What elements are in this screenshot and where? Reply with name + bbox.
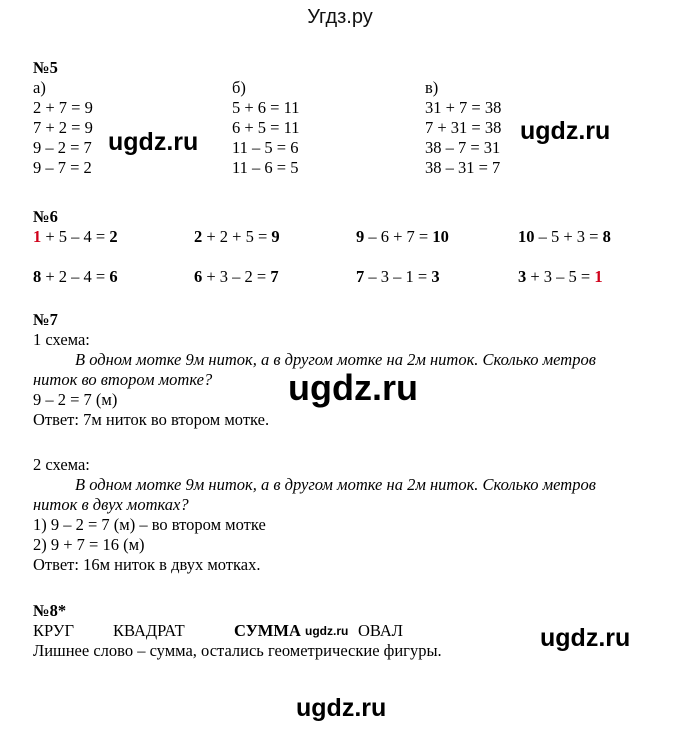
task5-col-a-label: а)	[33, 78, 46, 97]
task8-word: ОВАЛ	[358, 621, 403, 640]
task7-heading: №7	[33, 310, 58, 329]
task6-expr: 10 – 5 + 3 = 8	[518, 227, 611, 246]
task6-expr: 8 + 2 – 4 = 6	[33, 267, 118, 286]
task7-scheme1-label: 1 схема:	[33, 330, 90, 349]
task7-scheme2-label: 2 схема:	[33, 455, 90, 474]
task5-col-b-line: 6 + 5 = 11	[232, 118, 300, 137]
task7-scheme1-problem: В одном мотке 9м ниток, а в другом мотке на 2м ниток. Сколько метров	[75, 350, 596, 369]
task5-col-a-line: 9 – 7 = 2	[33, 158, 92, 177]
watermark: ugdz.ru	[305, 624, 349, 638]
task7-scheme2-answer: Ответ: 16м ниток в двух мотках.	[33, 555, 261, 574]
task7-scheme2-step: 2) 9 + 7 = 16 (м)	[33, 535, 145, 554]
task5-col-b-line: 11 – 5 = 6	[232, 138, 299, 157]
watermark: ugdz.ru	[108, 128, 199, 156]
task8-word: КВАДРАТ	[113, 621, 185, 640]
task5-col-c-line: 38 – 31 = 7	[425, 158, 501, 177]
task5-col-b-line: 5 + 6 = 11	[232, 98, 300, 117]
task7-scheme2-problem: ниток в двух мотках?	[33, 495, 189, 514]
watermark: ugdz.ru	[520, 117, 611, 145]
task7-scheme1-problem: ниток во втором мотке?	[33, 370, 213, 389]
task7-scheme2-problem: В одном мотке 9м ниток, а в другом мотке на 2м ниток. Сколько метров	[75, 475, 596, 494]
task5-col-a-line: 9 – 2 = 7	[33, 138, 92, 157]
task7-scheme1-answer: Ответ: 7м ниток во втором мотке.	[33, 410, 270, 429]
task5-heading: №5	[33, 58, 58, 77]
task8-word: КРУГ	[33, 621, 74, 640]
task5-col-c-line: 31 + 7 = 38	[425, 98, 502, 117]
task5-col-a-line: 7 + 2 = 9	[33, 118, 93, 137]
watermark: ugdz.ru	[296, 694, 387, 722]
task5-col-c-line: 7 + 31 = 38	[425, 118, 502, 137]
task5-col-c-label: в)	[425, 78, 439, 97]
watermark: ugdz.ru	[540, 624, 631, 652]
task8-heading: №8*	[33, 601, 67, 620]
task5-col-b-label: б)	[232, 78, 246, 97]
watermark: ugdz.ru	[288, 367, 418, 408]
task5-col-b-line: 11 – 6 = 5	[232, 158, 299, 177]
task5-col-a-line: 2 + 7 = 9	[33, 98, 93, 117]
task6-expr: 3 + 3 – 5 = 1	[518, 267, 603, 286]
task6-heading: №6	[33, 207, 58, 226]
task7-scheme2-step: 1) 9 – 2 = 7 (м) – во втором мотке	[33, 515, 266, 534]
task7-scheme1-solution: 9 – 2 = 7 (м)	[33, 390, 118, 409]
task6-expr: 1 + 5 – 4 = 2	[33, 227, 118, 246]
task8-word-odd: СУММА	[234, 621, 301, 640]
task6-expr: 7 – 3 – 1 = 3	[356, 267, 440, 286]
task6-expr: 6 + 3 – 2 = 7	[194, 267, 279, 286]
task6-expr: 2 + 2 + 5 = 9	[194, 227, 280, 246]
task8-conclusion: Лишнее слово – сумма, остались геометрические фигуры.	[33, 641, 442, 660]
task6-expr: 9 – 6 + 7 = 10	[356, 227, 449, 246]
task5-col-c-line: 38 – 7 = 31	[425, 138, 501, 157]
site-title: Угдз.ру	[307, 6, 373, 28]
